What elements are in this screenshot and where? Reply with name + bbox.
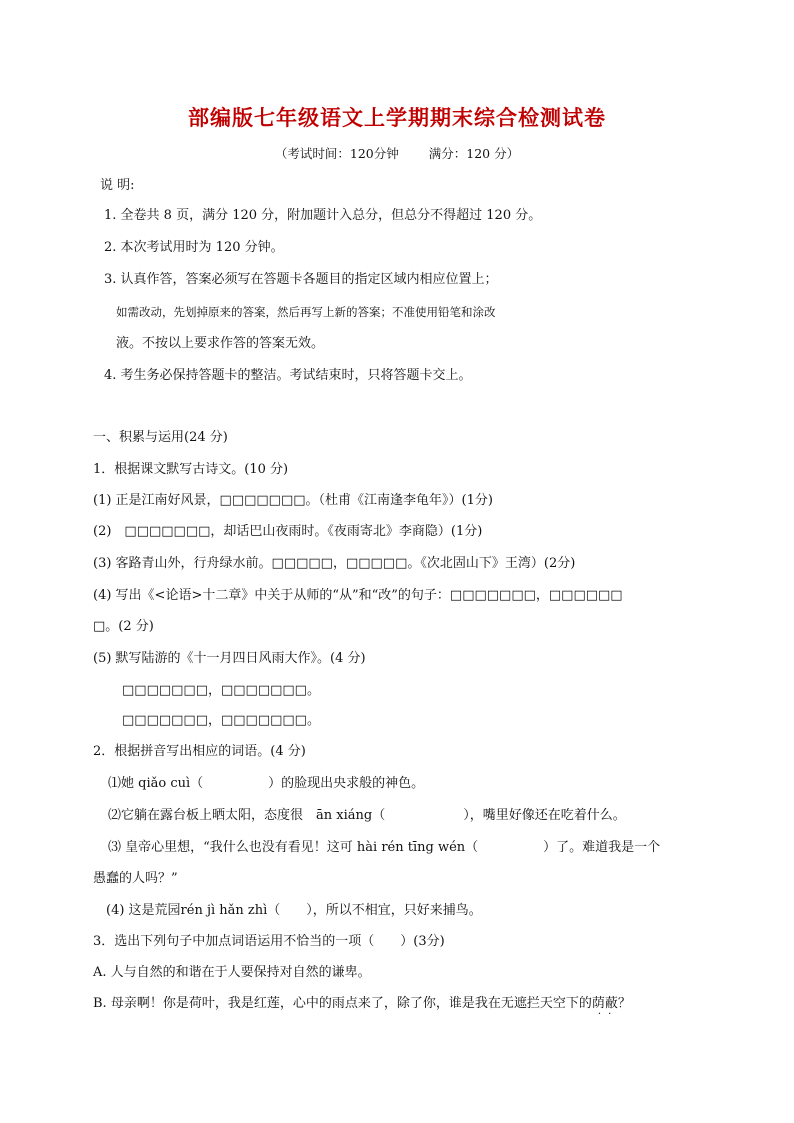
question-item: □。(2 分) [93, 619, 154, 634]
option-b-text: B. 母亲啊！你是荷叶，我是红莲，心中的雨点来了，除了你，谁是我在无遮拦天空下的 [93, 996, 592, 1011]
section-heading: 一、积累与运用(24 分) [93, 430, 228, 445]
question-stem: 2．根据拼音写出相应的词语。(4 分) [93, 744, 306, 759]
option-b [93, 996, 631, 1012]
exam-score: 满分：120 分） [428, 146, 520, 161]
question-item: ⑶ 皇帝心里想，“我什么也没有看见！这可 hài rén tīng wén（ ）了。难道我是一个 [108, 840, 661, 855]
option-a: A. 人与自然的和谐在于人要保持对自然的谦卑。 [93, 965, 371, 980]
note-item: 1. 全卷共 8 页，满分 120 分，附加题计入总分，但总分不得超过 120 分。 [104, 208, 542, 223]
note-item: 液。不按以上要求作答的答案无效。 [116, 336, 325, 351]
question-item: (4) 这是荒园rén jì hǎn zhì（ ），所以不相宜，只好来捕鸟。 [106, 903, 482, 918]
question-item: (3) 客路青山外，行舟绿水前。□□□□□，□□□□□。《次北固山下》王湾）(2分) [93, 556, 576, 571]
note-item: 3. 认真作答，答案必须写在答题卡各题目的指定区域内相应位置上； [104, 272, 498, 287]
note-item: 4. 考生务必保持答题卡的整洁。考试结束时，只将答题卡交上。 [104, 368, 472, 383]
question-item: (4) 写出《<论语>十二章》中关于从师的“从”和“改”的句子：□□□□□□□，□□□□□□ [93, 588, 623, 603]
answer-blanks: □□□□□□□，□□□□□□□。 [122, 683, 320, 698]
question-item: (2) □□□□□□□，却话巴山夜雨时。《夜雨寄北》李商隐）(1分) [93, 524, 483, 539]
exam-subtitle [0, 144, 794, 162]
question-item: ⑴她 qiǎo cuì（ ）的脸现出央求般的神色。 [108, 776, 425, 791]
question-stem: 3．选出下列句子中加点词语运用不恰当的一项（ ）(3分) [93, 934, 445, 949]
notes-heading: 说 明: [100, 178, 135, 193]
question-item: 愚蠢的人吗？” [93, 871, 178, 886]
exam-time: （考试时间：120分钟 [274, 146, 399, 161]
dotted-emphasis-word: 荫蔽？ · · [592, 996, 631, 1011]
exam-title: 部编版七年级语文上学期期末综合检测试卷 [188, 105, 606, 130]
question-item: (5) 默写陆游的《十一月四日风雨大作》。(4 分) [93, 651, 366, 666]
answer-blanks: □□□□□□□，□□□□□□□。 [122, 713, 320, 728]
question-item: ⑵它躺在露台板上晒太阳，态度很 ān xiáng（ ），嘴里好像还在吃着什么。 [108, 808, 626, 823]
note-item: 2. 本次考试用时为 120 分钟。 [104, 240, 284, 255]
question-item: (1) 正是江南好风景，□□□□□□□。（杜甫《江南逢李龟年》）(1分) [93, 493, 493, 508]
question-stem: 1．根据课文默写古诗文。(10 分) [93, 462, 289, 477]
note-item: 如需改动，先划掉原来的答案，然后再写上新的答案；不准使用铅笔和涂改 [116, 305, 496, 319]
